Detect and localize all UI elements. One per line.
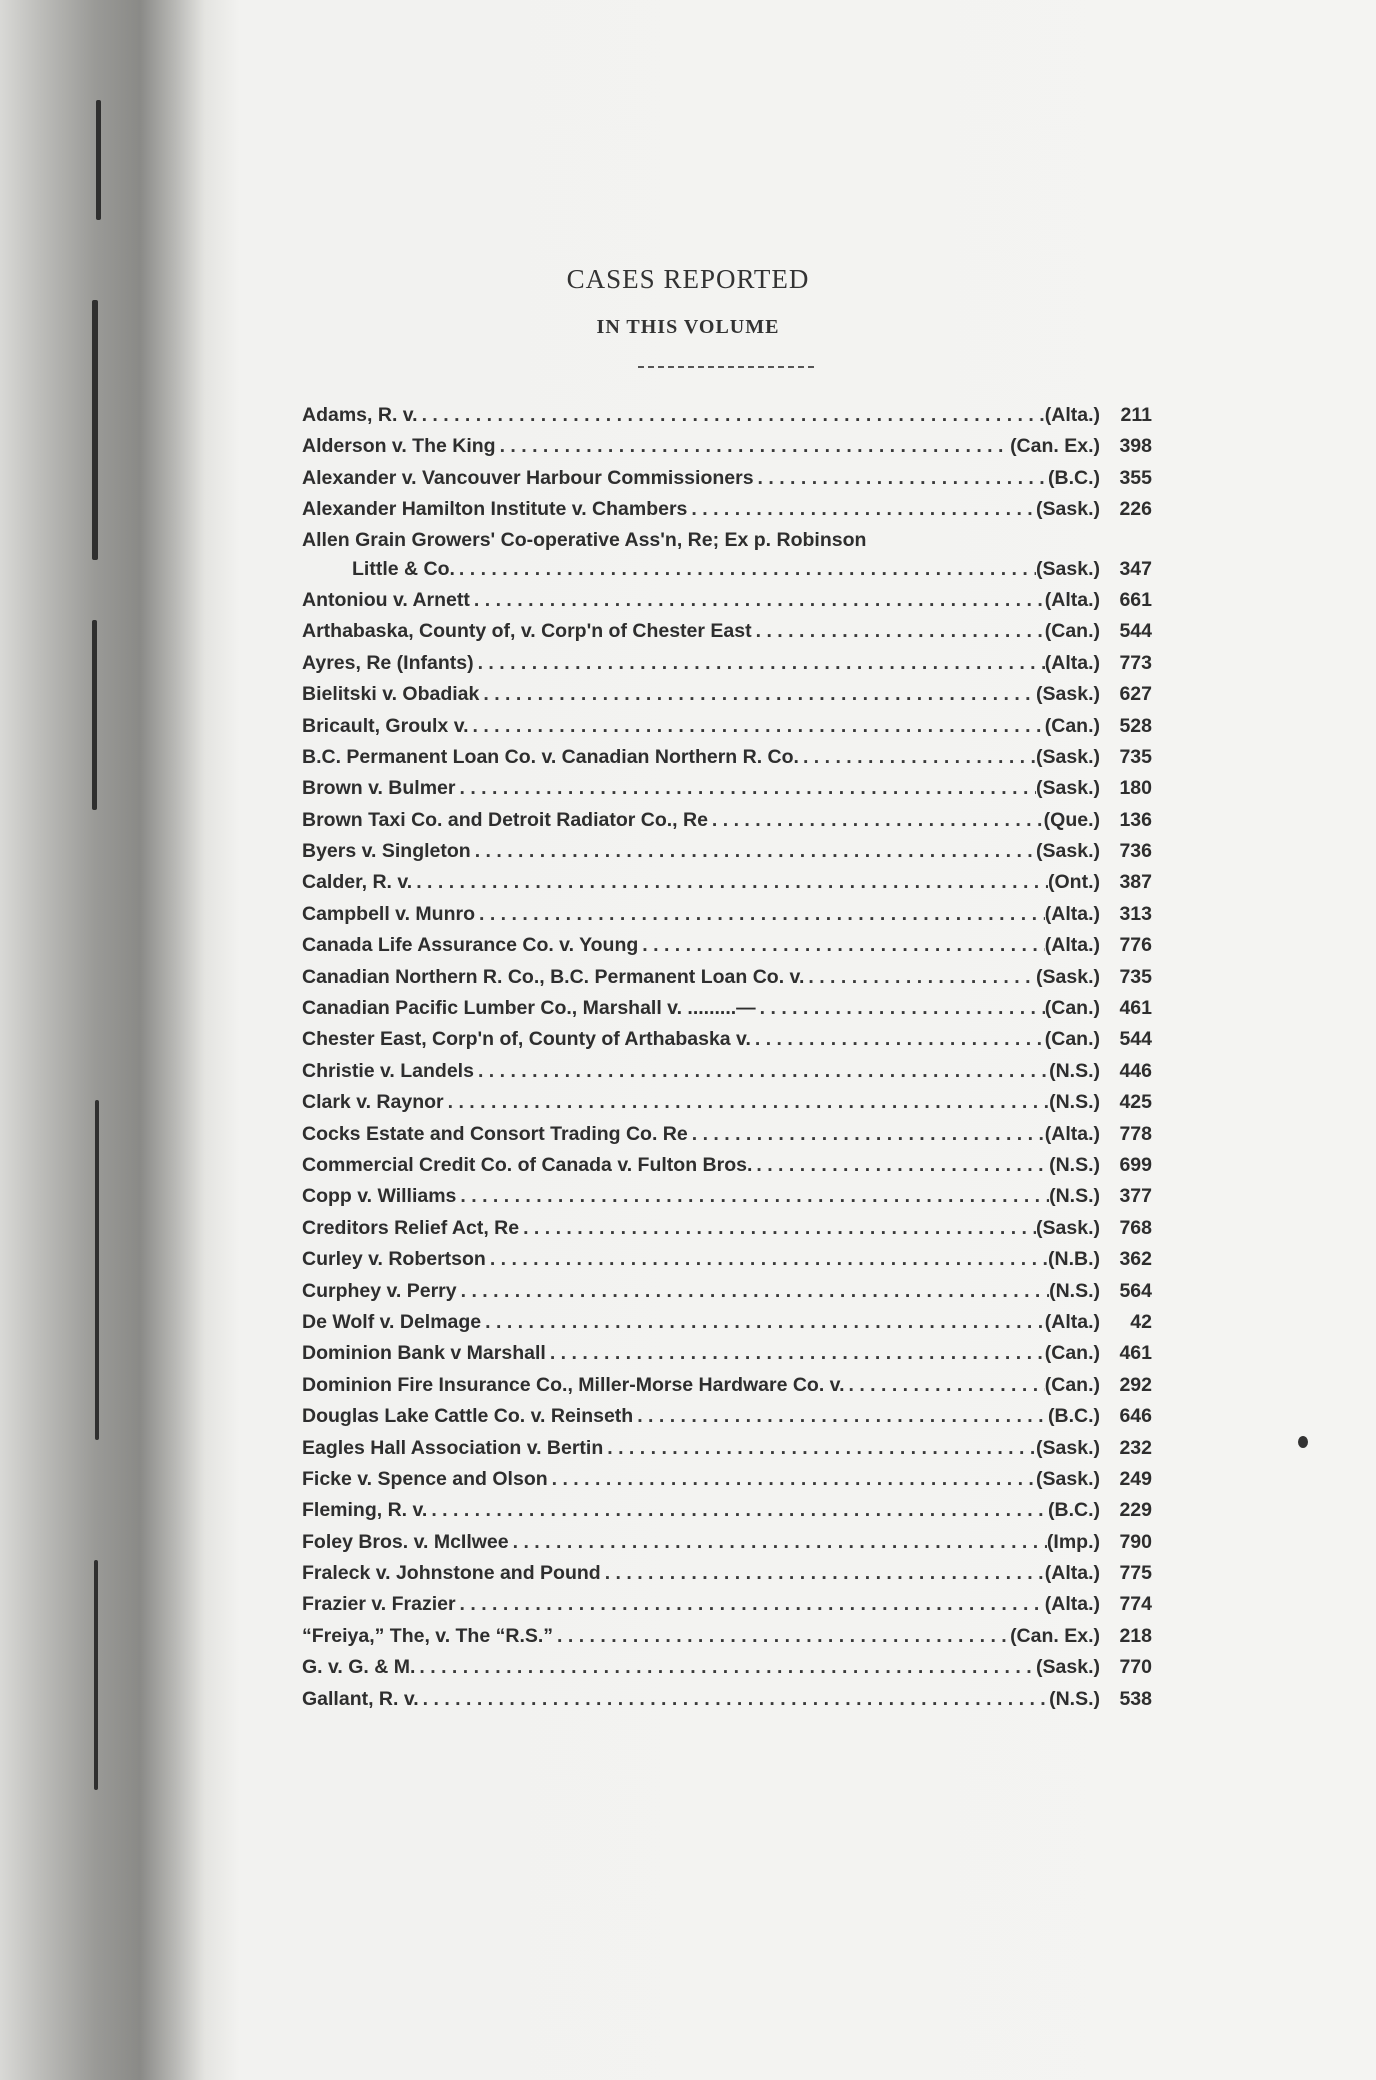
dot-leader [486, 1244, 1048, 1275]
case-name: Curley v. Robertson [302, 1248, 486, 1271]
case-name: Alderson v. The King [302, 435, 496, 458]
case-entry [302, 1495, 1152, 1526]
case-name-continuation: Little & Co. [352, 557, 455, 580]
case-court: (Alta.) [1044, 934, 1100, 957]
case-court: (Can. Ex.) [1010, 435, 1100, 458]
dot-leader [519, 1213, 1036, 1244]
case-court: (N.S.) [1049, 1153, 1100, 1176]
case-entry [302, 1652, 1152, 1683]
case-court: (Sask.) [1036, 683, 1100, 706]
case-page-number: 387 [1119, 871, 1152, 894]
dot-leader [470, 585, 1045, 616]
case-court: (Ont.) [1048, 871, 1100, 894]
case-entry [302, 400, 1152, 431]
case-court: (N.S.) [1049, 1279, 1100, 1302]
case-name: Ayres, Re (Infants) [302, 651, 474, 674]
case-entry [302, 1464, 1152, 1495]
case-page-number: 627 [1119, 683, 1152, 706]
case-entry [302, 773, 1152, 804]
case-page-number: 180 [1119, 777, 1152, 800]
case-entry [302, 1119, 1152, 1150]
case-court: (Alta.) [1044, 404, 1100, 426]
case-page-number: 226 [1119, 498, 1152, 521]
page-subtitle: IN THIS VOLUME [596, 316, 780, 338]
dot-leader [509, 1527, 1047, 1558]
case-page-number: 528 [1119, 714, 1152, 737]
case-page-number: 646 [1119, 1405, 1152, 1428]
case-entry [302, 1527, 1152, 1558]
dot-leader [479, 679, 1036, 710]
case-name: Cocks Estate and Consort Trading Co. Re [302, 1122, 688, 1145]
dot-leader [418, 400, 1045, 431]
dot-leader [427, 1495, 1048, 1526]
case-name: Chester East, Corp'n of, County of Arthabaska v. [302, 1028, 751, 1051]
dot-leader [752, 616, 1045, 647]
dot-leader [457, 1276, 1049, 1307]
case-court: (B.C.) [1048, 1499, 1100, 1522]
case-page-number: 544 [1119, 1028, 1152, 1051]
case-name: Fraleck v. Johnstone and Pound [302, 1562, 601, 1585]
case-entry [302, 1558, 1152, 1589]
case-court: (N.B.) [1048, 1248, 1100, 1271]
case-name: Copp v. Williams [302, 1185, 457, 1208]
case-court: (Can.) [1044, 1373, 1100, 1396]
case-page-number: 292 [1119, 1373, 1152, 1396]
case-court: (Imp.) [1046, 1530, 1100, 1553]
case-court: (N.S.) [1049, 1091, 1100, 1114]
case-name: B.C. Permanent Loan Co. v. Canadian Northern R. Co. [302, 745, 799, 768]
binding-mark [92, 300, 98, 560]
dot-leader [456, 1589, 1045, 1620]
case-page-number: 564 [1119, 1279, 1152, 1302]
case-entry [302, 1087, 1152, 1118]
case-name: Gallant, R. v. [302, 1687, 419, 1710]
dot-leader [638, 930, 1044, 961]
case-court: (Can.) [1044, 714, 1100, 737]
case-name: Commercial Credit Co. of Canada v. Fulton Bros. [302, 1153, 753, 1176]
case-entry [302, 494, 1152, 525]
case-name: Christie v. Landels [302, 1059, 474, 1082]
case-name: Douglas Lake Cattle Co. v. Reinseth [302, 1405, 634, 1428]
case-court: (Sask.) [1036, 840, 1100, 863]
dot-leader [481, 1307, 1045, 1338]
case-name: Canadian Pacific Lumber Co., Marshall v. .........— [302, 997, 756, 1020]
case-page-number: 770 [1119, 1656, 1152, 1679]
case-entry [302, 1056, 1152, 1087]
case-name: “Freiya,” The, v. The “R.S.” [302, 1624, 554, 1647]
case-page-number: 347 [1119, 557, 1152, 580]
case-court: (Alta.) [1044, 651, 1100, 674]
case-name: Calder, R. v. [302, 871, 413, 894]
case-court: (Que.) [1043, 808, 1100, 831]
case-page-number: 776 [1119, 934, 1152, 957]
case-page-number: 42 [1130, 1310, 1152, 1333]
case-court: (N.S.) [1049, 1185, 1100, 1208]
case-entry [302, 585, 1152, 616]
case-page-number: 313 [1119, 902, 1152, 925]
dot-leader [553, 1621, 1010, 1652]
case-entry [302, 1244, 1152, 1275]
dot-leader [754, 463, 1048, 494]
case-entry [302, 711, 1152, 742]
case-name: Canada Life Assurance Co. v. Young [302, 934, 639, 957]
case-page-number: 355 [1119, 466, 1152, 489]
dot-leader [548, 1464, 1036, 1495]
case-court: (Can.) [1044, 997, 1100, 1020]
binding-mark [96, 100, 101, 220]
dot-leader [474, 648, 1045, 679]
case-page-number: 362 [1119, 1248, 1152, 1271]
case-name: Campbell v. Munro [302, 902, 475, 925]
case-name: Eagles Hall Association v. Bertin [302, 1436, 604, 1459]
binding-mark [95, 1100, 99, 1440]
case-entry [302, 1276, 1152, 1307]
dot-leader [633, 1401, 1048, 1432]
dot-leader [412, 867, 1048, 898]
cases-list [302, 400, 1152, 1715]
case-page-number: 461 [1119, 997, 1152, 1020]
case-name: Dominion Bank v Marshall [302, 1342, 546, 1365]
dot-leader [751, 1024, 1045, 1055]
case-entry [302, 554, 1152, 585]
case-court: (Alta.) [1044, 902, 1100, 925]
case-entry [302, 1181, 1152, 1212]
dot-leader [475, 899, 1045, 930]
case-name: Dominion Fire Insurance Co., Miller-Morse Hardware Co. v. [302, 1373, 845, 1396]
dot-leader [455, 554, 1036, 585]
case-name: Allen Grain Growers' Co-operative Ass'n, Re; Ex p. Robinson [302, 528, 867, 551]
case-court: (Can.) [1044, 1342, 1100, 1365]
case-entry [302, 742, 1152, 773]
case-court: (Sask.) [1036, 1436, 1100, 1459]
page-title: CASES REPORTED [566, 264, 810, 294]
dot-leader [756, 993, 1045, 1024]
case-entry-line [302, 526, 1152, 554]
case-page-number: 699 [1119, 1153, 1152, 1176]
case-entry [302, 1150, 1152, 1181]
case-entry [302, 679, 1152, 710]
case-entry [302, 1589, 1152, 1620]
dot-leader [845, 1370, 1045, 1401]
case-court: (Sask.) [1036, 498, 1100, 521]
case-entry [302, 930, 1152, 961]
case-court: (Sask.) [1036, 1216, 1100, 1239]
case-page-number: 136 [1119, 808, 1152, 831]
case-court: (Alta.) [1044, 1562, 1100, 1585]
dot-leader [804, 962, 1036, 993]
case-name: Foley Bros. v. McIlwee [302, 1530, 509, 1553]
case-name: Frazier v. Frazier [302, 1593, 456, 1616]
dot-leader [546, 1338, 1045, 1369]
case-entry [302, 993, 1152, 1024]
case-court: (N.S.) [1049, 1059, 1100, 1082]
case-name: Alexander Hamilton Institute v. Chambers [302, 498, 688, 521]
dot-leader [687, 494, 1036, 525]
case-page-number: 768 [1119, 1216, 1152, 1239]
dot-leader [752, 1150, 1049, 1181]
case-entry [302, 1433, 1152, 1464]
case-name: Adams, R. v. [302, 404, 418, 426]
case-court: (Alta.) [1044, 1122, 1100, 1145]
case-page-number: 461 [1119, 1342, 1152, 1365]
case-page-number: 229 [1119, 1499, 1152, 1522]
case-page-number: 790 [1119, 1530, 1152, 1553]
case-page-number: 249 [1119, 1467, 1152, 1490]
case-entry [302, 962, 1152, 993]
case-page-number: 232 [1119, 1436, 1152, 1459]
case-name: Creditors Relief Act, Re [302, 1216, 520, 1239]
case-page-number: 735 [1119, 745, 1152, 768]
case-page-number: 735 [1119, 965, 1152, 988]
case-name: Clark v. Raynor [302, 1091, 444, 1114]
case-entry [302, 805, 1152, 836]
dot-leader [456, 1181, 1049, 1212]
case-court: (B.C.) [1048, 1405, 1100, 1428]
case-entry [302, 1684, 1152, 1715]
case-name: Bielitski v. Obadiak [302, 683, 480, 706]
case-court: (Can.) [1044, 1028, 1100, 1051]
dot-leader [688, 1119, 1045, 1150]
case-court: (Sask.) [1036, 745, 1100, 768]
case-name: De Wolf v. Delmage [302, 1310, 482, 1333]
case-entry [302, 1213, 1152, 1244]
case-court: (N.S.) [1049, 1687, 1100, 1710]
case-page-number: 775 [1119, 1562, 1152, 1585]
case-entry [302, 1024, 1152, 1055]
case-page-number: 398 [1119, 435, 1152, 458]
case-page-number: 661 [1119, 588, 1152, 611]
case-page-number: 218 [1119, 1624, 1152, 1647]
case-name: Byers v. Singleton [302, 840, 471, 863]
dot-leader [799, 742, 1036, 773]
case-name: Bricault, Groulx v. [302, 714, 469, 737]
case-page-number: 425 [1119, 1091, 1152, 1114]
dot-leader [419, 1684, 1049, 1715]
case-name: Ficke v. Spence and Olson [302, 1467, 548, 1490]
case-entry [302, 836, 1152, 867]
title-rule [638, 366, 814, 368]
case-entry [302, 899, 1152, 930]
case-entry [302, 431, 1152, 462]
case-entry [302, 463, 1152, 494]
case-name: Brown v. Bulmer [302, 777, 456, 800]
case-court: (Sask.) [1036, 777, 1100, 800]
binding-mark [94, 1560, 98, 1790]
dot-leader [415, 1652, 1036, 1683]
case-court: (Sask.) [1036, 965, 1100, 988]
case-name: Fleming, R. v. [302, 1499, 428, 1522]
case-page-number: 377 [1119, 1185, 1152, 1208]
case-entry [302, 1370, 1152, 1401]
dot-leader [496, 431, 1010, 462]
dot-leader [456, 773, 1037, 804]
case-court: (Sask.) [1036, 557, 1100, 580]
case-page-number: 773 [1119, 651, 1152, 674]
ink-speck [1298, 1436, 1308, 1448]
case-court: (Sask.) [1036, 1467, 1100, 1490]
case-entry [302, 1401, 1152, 1432]
case-name: Canadian Northern R. Co., B.C. Permanent Loan Co. v. [302, 965, 805, 988]
case-name: Antoniou v. Arnett [302, 588, 470, 611]
dot-leader [444, 1087, 1049, 1118]
case-court: (B.C.) [1048, 466, 1100, 489]
case-entry [302, 616, 1152, 647]
case-court: (Can. Ex.) [1010, 1624, 1100, 1647]
binding-mark [92, 620, 97, 810]
case-entry [302, 1621, 1152, 1652]
case-name: Brown Taxi Co. and Detroit Radiator Co., Re [302, 808, 708, 831]
case-name: Alexander v. Vancouver Harbour Commissioners [302, 466, 754, 489]
case-page-number: 774 [1119, 1593, 1152, 1616]
case-entry [302, 867, 1152, 898]
dot-leader [603, 1433, 1036, 1464]
case-page-number: 446 [1119, 1059, 1152, 1082]
case-court: (Alta.) [1044, 588, 1100, 611]
case-page-number: 538 [1119, 1687, 1152, 1710]
case-name: Arthabaska, County of, v. Corp'n of Chester East [302, 620, 752, 643]
dot-leader [601, 1558, 1045, 1589]
case-entry [302, 648, 1152, 679]
case-entry [302, 1307, 1152, 1338]
case-entry [302, 1338, 1152, 1369]
case-court: (Sask.) [1036, 1656, 1100, 1679]
case-page-number: 544 [1119, 620, 1152, 643]
case-name: G. v. G. & M. [302, 1656, 416, 1679]
case-page-number: 778 [1119, 1122, 1152, 1145]
case-court: (Alta.) [1044, 1310, 1100, 1333]
case-court: (Can.) [1044, 620, 1100, 643]
dot-leader [471, 836, 1036, 867]
case-page-number: 211 [1120, 404, 1152, 426]
dot-leader [469, 711, 1045, 742]
dot-leader [708, 805, 1044, 836]
case-page-number: 736 [1119, 840, 1152, 863]
case-name: Curphey v. Perry [302, 1279, 457, 1302]
dot-leader [474, 1056, 1049, 1087]
case-court: (Alta.) [1044, 1593, 1100, 1616]
